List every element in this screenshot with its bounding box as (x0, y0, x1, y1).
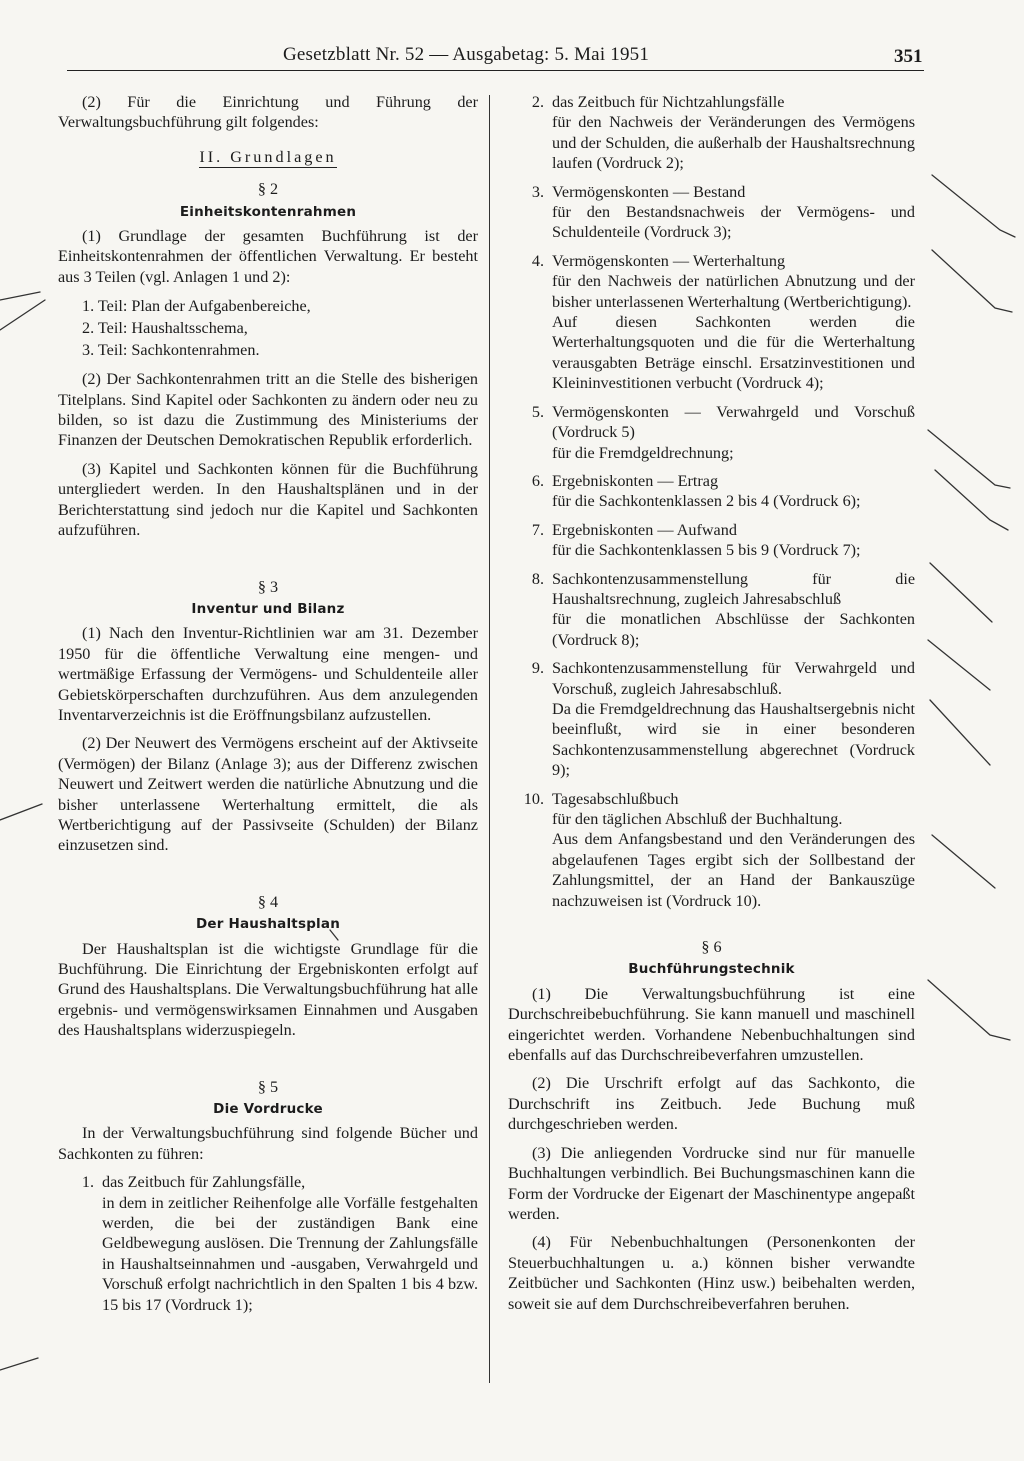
list-item (508, 471, 915, 512)
list-item (58, 1172, 478, 1315)
column-divider (489, 95, 490, 1383)
s6-paragraph-4: (4) Für Nebenbuchhaltungen (Personenkonten der Steuerbuchhaltungen u. a.) können bisher verwandte Zeitbücher und Sachkonten (Hinz usw.) beibehalten werden, soweit sie auf dem Durchschreibeverfahren beruhen. (508, 1233, 915, 1313)
intro-paragraph: (2) Für die Einrichtung und Führung der Verwaltungsbuchführung gilt folgendes: (58, 93, 478, 132)
section-title-3: Inventur und Bilanz (191, 600, 345, 617)
list-item (508, 658, 915, 780)
list-item-head: das Zeitbuch für Nichtzahlungsfälle (552, 93, 785, 111)
section-title-4: Der Haushaltsplan (195, 916, 341, 933)
list-item-body: für die Sachkontenklassen 2 bis 4 (Vordruck 6); (552, 492, 861, 511)
list-item-head: das Zeitbuch für Zahlungsfälle, (102, 1173, 306, 1192)
section-number-4: § 4 (257, 892, 279, 911)
list-item-number: 3. (531, 182, 544, 201)
list-item-number: 7. (531, 520, 544, 539)
list-item-number: 10. (523, 789, 544, 808)
list-item-number: 2. (531, 93, 544, 111)
list-item (508, 789, 915, 911)
list-item-body: für die Sachkontenklassen 5 bis 9 (Vordruck 7); (552, 541, 861, 560)
s6-paragraph-3: (3) Die anliegenden Vordrucke sind nur für manuelle Buchhaltungen verbindlich. Bei Buchungsmaschinen kann die Form der Vordrucke der Eigenart der Maschinentype angepaßt werden. (508, 1143, 915, 1223)
list-item-body: für den Nachweis der natürlichen Abnutzung und der bisher unterlassenen Werterhaltung (Wertberichtigung). (552, 272, 915, 311)
list-item-body: für den Bestandsnachweis der Vermögens- und Schuldenteile (Vordruck 3); (552, 203, 915, 242)
list-item (508, 569, 915, 651)
margin-check-mark (930, 700, 990, 765)
margin-check-mark (932, 835, 995, 888)
list-item-number: 9. (531, 659, 544, 678)
list-item-number: 1. (81, 1173, 94, 1192)
list-item-body-2: Auf diesen Sachkonten werden die Werterhaltungsquoten und die für die Werterhaltung verausgabten Beträge einschl. Ersatzinvestitionen und Kleininvestitionen verbucht (Vordruck 4); (552, 313, 915, 393)
list-item-head: Ergebniskonten — Ertrag (552, 471, 719, 490)
list-item-body: in dem in zeitlicher Reihenfolge alle Vorfälle festgehalten werden, die bei der zuständigen Bank eine Geldbewegung auslösen. Die Trennung der Zahlungsfälle in Haushaltseinnahmen und -ausgaben, Verwahrgeld und Vorschuß erfolgt nachrichtlich in den Spalten 1 bis 4 bzw. 15 bis 17 (Vordruck 1); (102, 1193, 478, 1314)
s4-paragraph-1: Der Haushaltsplan ist die wichtigste Grundlage für die Buchführung. Die Einrichtung der Ergebniskonten erfolgt auf Grund des Haushaltsplans. Die Verwaltungsbuchführung hat alle ergebnis- und vermögenswirksamen Einnahmen und Ausgaben des Haushaltsplans widerzuspiegeln. (58, 939, 478, 1040)
list-item-number: 4. (531, 251, 544, 270)
part-title (58, 147, 478, 167)
list-item (508, 402, 915, 463)
margin-tick-mark (0, 804, 42, 820)
list-item-head: Tagesabschlußbuch (552, 789, 679, 808)
list-item (508, 520, 915, 561)
list-item-number: 8. (531, 569, 544, 588)
list-item-number: 5. (531, 402, 544, 421)
margin-check-mark (935, 470, 1008, 530)
section-number-2: § 2 (257, 180, 279, 199)
list-item-head: Vermögenskonten — Werterhaltung (552, 251, 786, 270)
section-number-5: § 5 (257, 1077, 279, 1096)
s5-paragraph-1: In der Verwaltungsbuchführung sind folgende Bücher und Sachkonten zu führen: (58, 1124, 478, 1163)
list-item-body: für den täglichen Abschluß der Buchhaltung. (552, 810, 843, 828)
list-item-body: Da die Fremdgeldrechnung das Haushaltsergebnis nicht beeinflußt, wird sie in einer besonderen Sachkontenzusammenstellung abgerechnet (Vordruck 9); (552, 699, 915, 780)
margin-check-mark (932, 250, 1012, 312)
s2-paragraph-3: (3) Kapitel und Sachkonten können für die Buchführung untergliedert werden. In den Haushaltsplänen und in der Berichterstattung sind jedoch nur die Kapitel und Sachkonten aufzuführen. (58, 459, 478, 540)
s2-paragraph-2: (2) Der Sachkontenrahmen tritt an die Stelle des bisherigen Titelplans. Sind Kapitel oder Sachkonten zu ändern oder neu zu bilden, so ist dazu die Zustimmung des Ministeriums der Finanzen der Deutschen Demokratischen Republik erforderlich. (58, 370, 478, 450)
s2-paragraph-1: (1) Grundlage der gesamten Buchführung ist der Einheitskontenrahmen der öffentlichen Verwaltung. Er besteht aus 3 Teilen (vgl. Anlagen 1 und 2): (58, 227, 478, 286)
list-item-body-2: Aus dem Anfangsbestand und den Veränderungen des abgelaufenen Tages ergibt sich der Sollbestand der Zahlungsmittel, der an Hand der Bankauszüge nachzuweisen ist (Vordruck 10). (552, 830, 915, 910)
list-item-head: Sachkontenzusammenstellung für Verwahrgeld und Vorschuß, zugleich Jahresabschluß. (552, 659, 915, 698)
list-item (508, 182, 915, 243)
list-item-head: Sachkontenzusammenstellung für die Haushaltsrechnung, zugleich Jahresabschluß (552, 569, 915, 608)
list-item-body: für den Nachweis der Veränderungen des Vermögens und der Schulden, die außerhalb der Haushaltsrechnung laufen (Vordruck 2); (552, 113, 915, 173)
left-column (58, 92, 478, 1323)
right-column (508, 92, 915, 1322)
margin-check-mark (928, 640, 990, 690)
margin-check-mark (932, 175, 1015, 237)
margin-check-mark (928, 980, 1010, 1040)
list-item-body: für die monatlichen Abschlüsse der Sachkonten (Vordruck 8); (552, 610, 915, 649)
s6-paragraph-2: (2) Die Urschrift erfolgt auf das Sachkonto, die Durchschrift ins Zeitbuch. Jede Buchung muß durchgeschrieben werden. (508, 1074, 915, 1134)
list-item-body: für die Fremdgeldrechnung; (552, 443, 734, 462)
list-item-head: Ergebniskonten — Aufwand (552, 520, 737, 539)
list-item (508, 92, 915, 174)
gazette-title: Gesetzblatt Nr. 52 — Ausgabetag: 5. Mai 1951 (283, 44, 650, 65)
margin-tick-mark (0, 292, 45, 330)
list-item (508, 251, 915, 394)
margin-check-mark (928, 430, 1010, 488)
header-rule (67, 70, 924, 71)
s3-paragraph-1: (1) Nach den Inventur-Richtlinien war am 31. Dezember 1950 für die öffentliche Verwaltung eine mengen- und wertmäßige Erfassung der Vermögens- und Schuldenteile aller Gebietskörperschaften durchzuführen. Aus dem anzulegenden Inventarverzeichnis ist die Eröffnungsbilanz aufzustellen. (58, 624, 478, 724)
teil-2: 2. Teil: Haushaltsschema, (82, 319, 248, 338)
section-number-3: § 3 (257, 577, 279, 596)
section-title-2: Einheitskontenrahmen (179, 203, 357, 220)
section-title-5: Die Vordrucke (213, 1101, 323, 1118)
part-title-text: II. Grundlagen (199, 147, 337, 166)
teil-3: 3. Teil: Sachkontenrahmen. (82, 341, 260, 360)
s3-paragraph-2: (2) Der Neuwert des Vermögens erscheint auf der Aktivseite (Vermögen) der Bilanz (Anlage 3); aus der Differenz zwischen Neuwert und Zeitwert werden die natürliche Abnutzung und die bisher unterlassene Werterhaltung ermittelt, die als Wertberichtigung auf der Passivseite (Schulden) der Bilanz einzusetzen sind. (58, 734, 478, 855)
list-item-number: 6. (531, 471, 544, 490)
list-item-head: Vermögenskonten — Verwahrgeld und Vorschuß (Vordruck 5) (552, 402, 915, 442)
teil-1: 1. Teil: Plan der Aufgabenbereiche, (82, 297, 311, 316)
margin-check-mark (930, 563, 992, 622)
list-item-head: Vermögenskonten — Bestand (552, 182, 746, 201)
page-number: 351 (894, 46, 923, 67)
s6-paragraph-1: (1) Die Verwaltungsbuchführung ist eine Durchschreibebuchführung. Sie kann manuell und maschinell eingerichtet werden. Vorhandene Nebenbuchhaltungen sind ebenfalls auf das Durchschreibeverfahren umzustellen. (508, 984, 915, 1065)
section-number-6: § 6 (701, 938, 722, 957)
section-title-6: Buchführungstechnik (628, 961, 795, 978)
margin-tick-mark (0, 1358, 38, 1370)
